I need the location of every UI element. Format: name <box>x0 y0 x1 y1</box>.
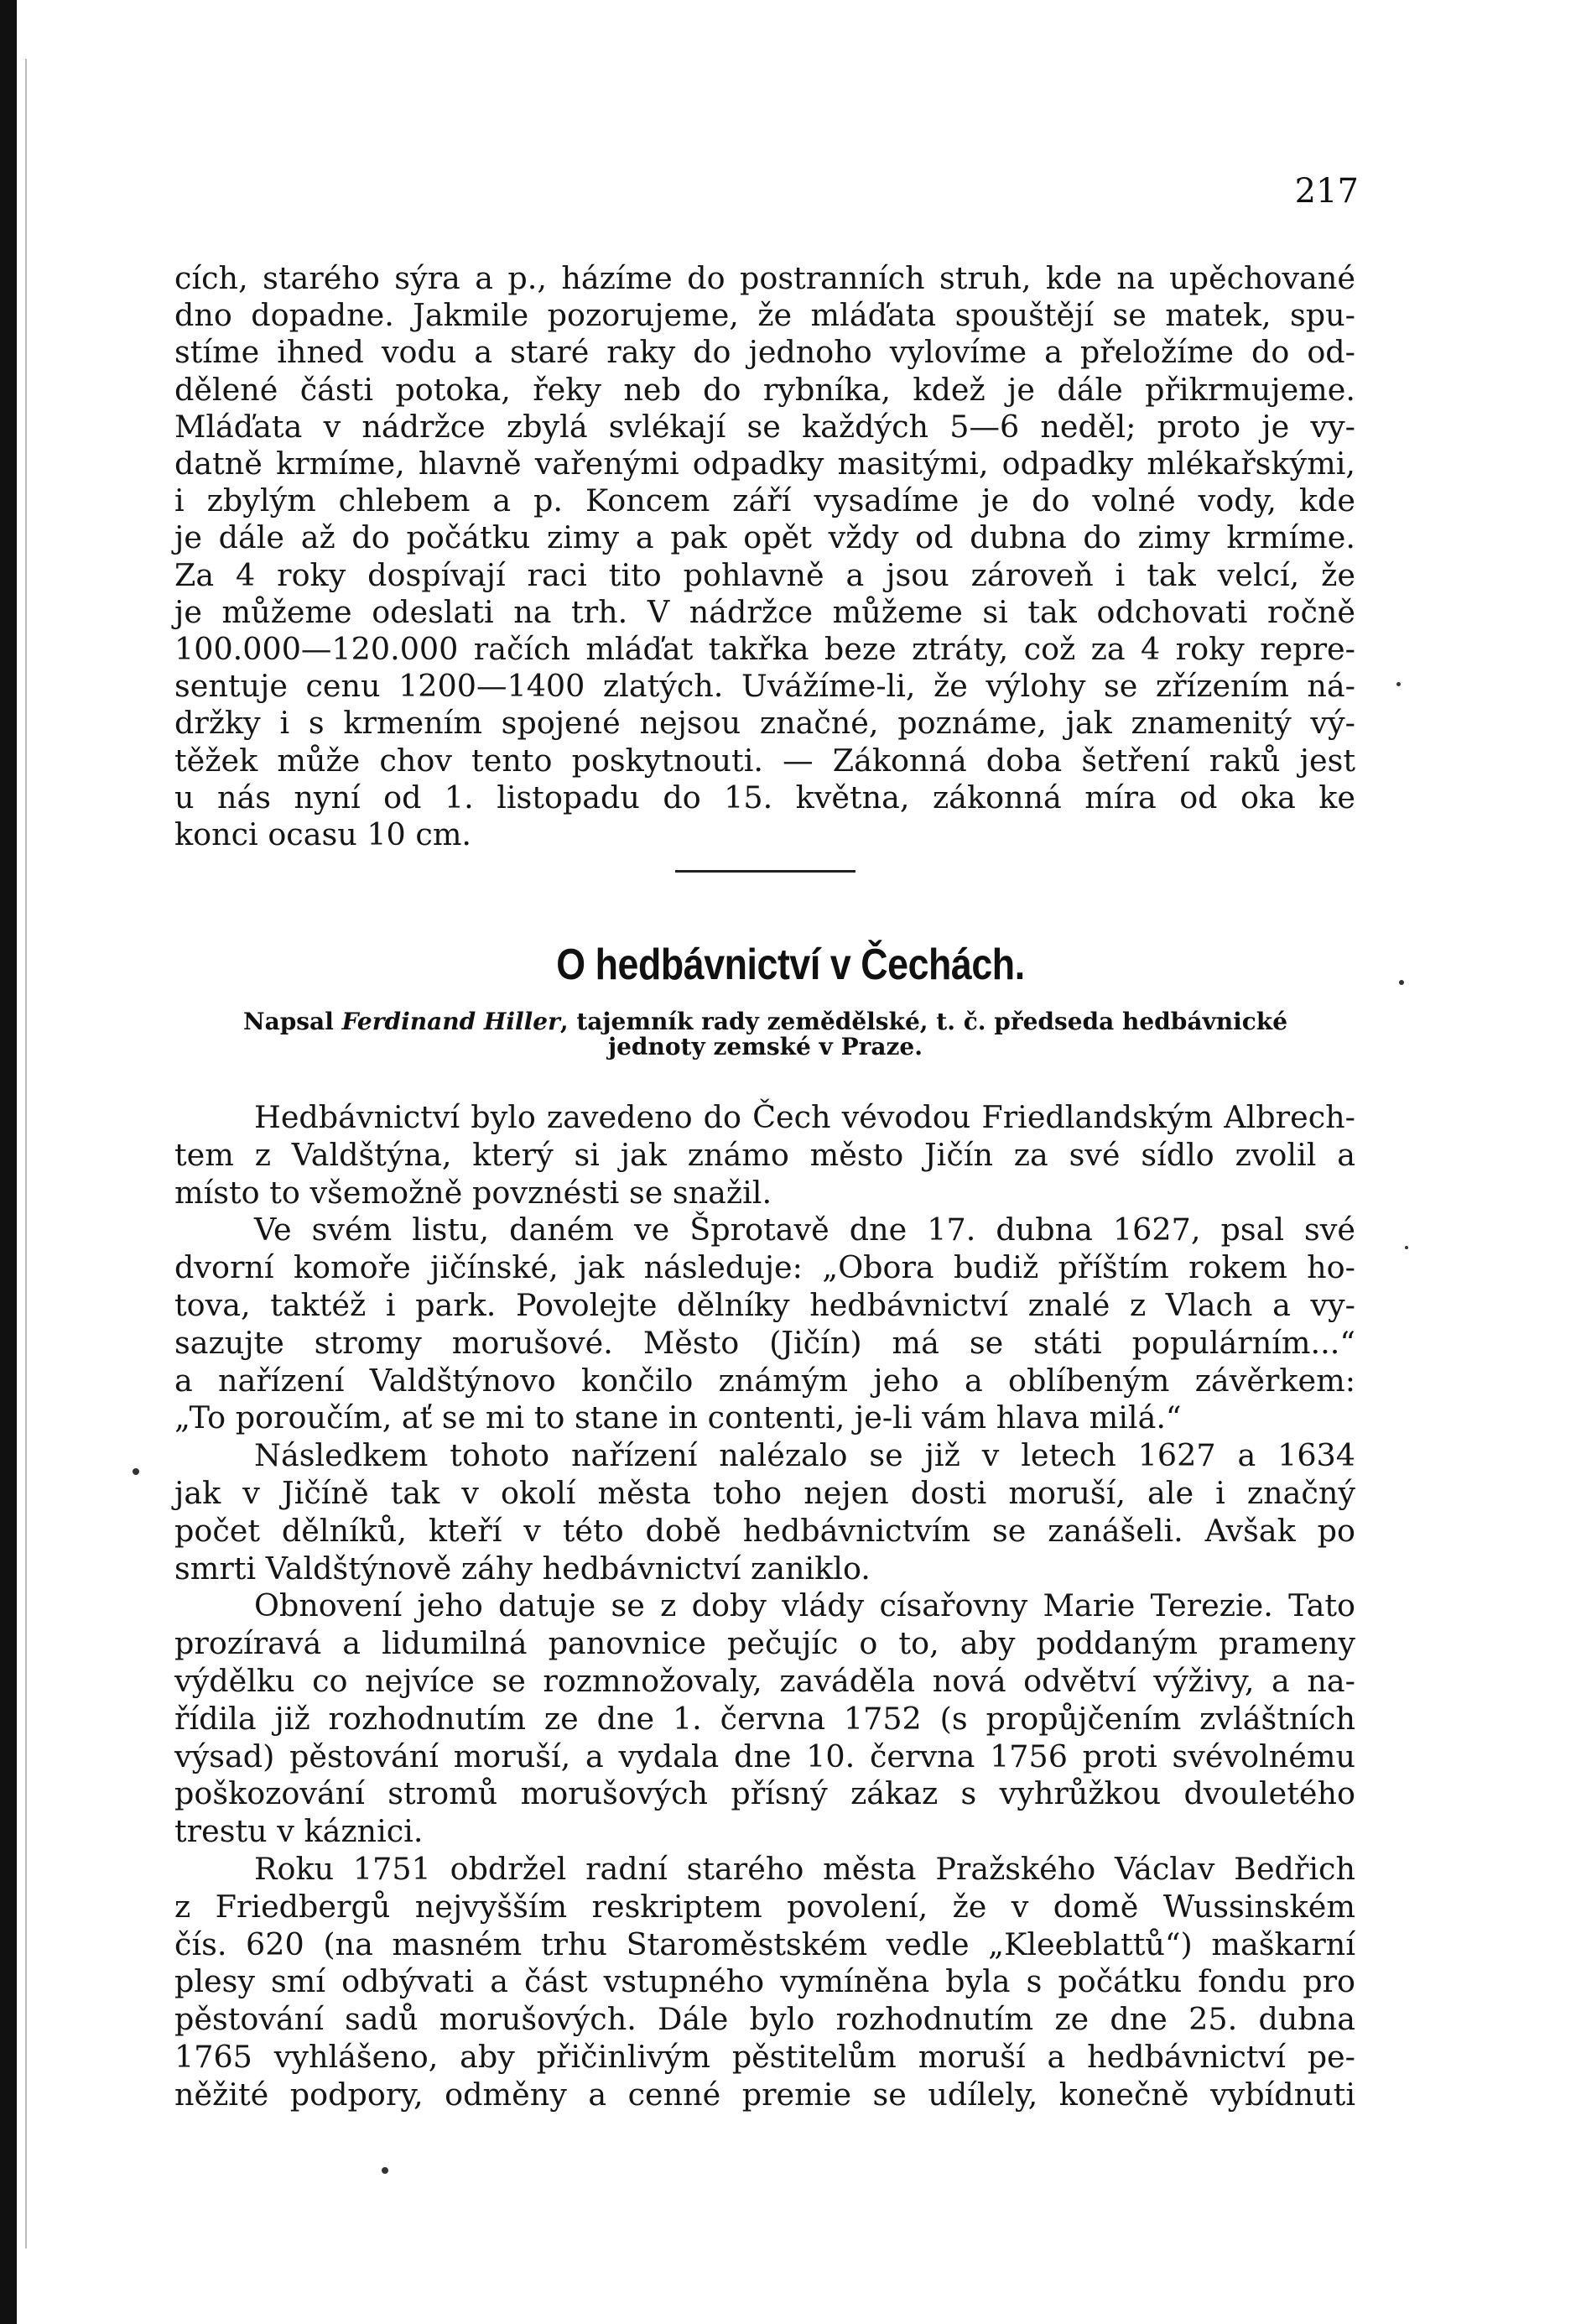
text-line: konci ocasu 10 cm. <box>174 816 472 853</box>
byline-affiliation-cont: jednoty zemské v Praze. <box>607 1033 923 1060</box>
text-line: dvorní komoře jičínské, jak následuje: „Obora budiž příštím rokem ho- <box>174 1249 1355 1286</box>
text-line: stíme ihned vodu a staré raky do jednoho vylovíme a přeložíme do od- <box>174 334 1355 371</box>
text-line: tova, taktéž i park. Povolejte dělníky hedbávnictví znalé z Vlach a vy- <box>174 1286 1355 1323</box>
text-line: plesy smí odbývati a část vstupného vymíněna byla s počátku fondu pro <box>174 1963 1355 2000</box>
text-line: 1765 vyhlášeno, aby přičinlivým pěstitelům moruší a hedbávnictví pe- <box>174 2038 1355 2075</box>
text-line: držky i s krmením spojené nejsou značné, poznáme, jak znamenitý vý- <box>174 705 1355 742</box>
text-line: Roku 1751 obdržel radní starého města Pražského Václav Bedřich <box>254 1850 1355 1887</box>
scan-gutter-line <box>25 59 27 2248</box>
opening-paragraph <box>174 260 1355 853</box>
text-line: datně krmíme, hlavně vařenými odpadky masitými, odpadky mlékařskými, <box>174 446 1355 482</box>
text-line: těžek může chov tento poskytnouti. — Zákonná doba šetření raků jest <box>174 742 1355 779</box>
text-line: Následkem tohoto nařízení nalézalo se již v letech 1627 a 1634 <box>254 1437 1355 1474</box>
article-body <box>174 1099 1355 2114</box>
text-line: prozíravá a lidumilná panovnice pečujíc o to, aby poddaným prameny <box>174 1625 1355 1662</box>
scan-speck <box>133 1468 139 1475</box>
byline-affiliation: , tajemník rady zemědělské, t. č. předseda hedbávnické <box>559 1008 1288 1035</box>
text-line: cích, starého sýra a p., házíme do postranních struh, kde na upěchované <box>174 260 1355 296</box>
text-line: smrti Valdštýnově záhy hedbávnictví zaniklo. <box>174 1550 871 1587</box>
section-divider <box>675 870 856 873</box>
text-line: něžité podpory, odměny a cenné premie se udílely, konečně vybídnuti <box>174 2076 1355 2113</box>
text-line: 100.000—120.000 račích mláďat takřka beze ztráty, což za 4 roky repre- <box>174 631 1355 668</box>
text-line: sentuje cenu 1200—1400 zlatých. Uvážíme-li, že výlohy se zřízením ná- <box>174 668 1355 705</box>
text-line: poškozování stromů morušových přísný zákaz s vyhrůžkou dvouletého <box>174 1775 1355 1812</box>
scan-speck <box>1405 1246 1408 1249</box>
text-line: sazujte stromy morušové. Město (Jičín) má se státi populárním...“ <box>174 1324 1355 1361</box>
text-line: řídila již rozhodnutím ze dne 1. června 1752 (s propůjčením zvláštních <box>174 1700 1355 1737</box>
text-line: čís. 620 (na masném trhu Staroměstském vedle „Kleeblattů“) maškarní <box>174 1925 1355 1962</box>
text-line: trestu v káznici. <box>174 1813 424 1850</box>
article-byline <box>210 1009 1321 1060</box>
text-line: je můžeme odeslati na trh. V nádržce můžeme si tak odchovati ročně <box>174 593 1355 630</box>
text-line: z Friedbergů nejvyšším reskriptem povolení, že v domě Wussinském <box>174 1888 1355 1925</box>
text-line: „To poroučím, ať se mi to stane in contenti, je-li vám hlava milá.“ <box>174 1399 1182 1436</box>
text-line: jak v Jičíně tak v okolí města toho nejen dosti moruší, ale i značný <box>174 1474 1355 1511</box>
text-line: Obnovení jeho datuje se z doby vlády císařovny Marie Terezie. Tato <box>254 1587 1355 1624</box>
text-line: Za 4 roky dospívají raci tito pohlavně a jsou zároveň i tak velcí, že <box>174 556 1355 593</box>
text-line: tem z Valdštýna, který si jak známo město Jičín za své sídlo zvolil a <box>174 1136 1355 1173</box>
page-number: 217 <box>1294 172 1359 211</box>
text-line: pěstování sadů morušových. Dále bylo rozhodnutím ze dne 25. dubna <box>174 2001 1355 2038</box>
text-line: počet dělníků, kteří v této době hedbávnictvím se zanášeli. Avšak po <box>174 1512 1355 1549</box>
text-line: dno dopadne. Jakmile pozorujeme, že mláďata spouštějí se matek, spu- <box>174 297 1355 334</box>
article-title: O hedbávnictví v Čechách. <box>556 941 1025 989</box>
scan-speck <box>1396 682 1401 686</box>
text-line: výsad) pěstování moruší, a vydala dne 10. června 1756 proti svévolnému <box>174 1738 1355 1774</box>
text-line: i zbylým chlebem a p. Koncem září vysadíme je do volné vody, kde <box>174 482 1355 519</box>
text-line: je dále až do počátku zimy a pak opět vždy od dubna do zimy krmíme. <box>174 519 1355 556</box>
text-line: a nařízení Valdštýnovo končilo známým jeho a oblíbeným závěrkem: <box>174 1362 1355 1399</box>
text-line: u nás nyní od 1. listopadu do 15. května, zákonná míra od oka ke <box>174 779 1355 815</box>
text-line: Mláďata v nádržce zbylá svlékají se každých 5—6 neděl; proto je vy- <box>174 408 1355 445</box>
text-line: místo to všemožně povznésti se snažil. <box>174 1174 772 1211</box>
byline-prefix: Napsal <box>242 1008 334 1035</box>
scan-speck <box>382 2167 388 2174</box>
text-line: Ve svém listu, daném ve Šprotavě dne 17. dubna 1627, psal své <box>254 1212 1355 1248</box>
byline-author: Ferdinand Hiller <box>341 1008 560 1035</box>
text-line: dělené části potoka, řeky neb do rybníka, kdež je dále přikrmujeme. <box>174 371 1355 408</box>
text-line: Hedbávnictví bylo zavedeno do Čech vévodou Friedlandským Albrech- <box>254 1099 1355 1135</box>
scan-speck <box>1399 980 1404 985</box>
text-line: výdělku co nejvíce se rozmnožovaly, zaváděla nová odvětví výživy, a na- <box>174 1662 1355 1699</box>
scan-page-edge <box>0 0 17 2324</box>
